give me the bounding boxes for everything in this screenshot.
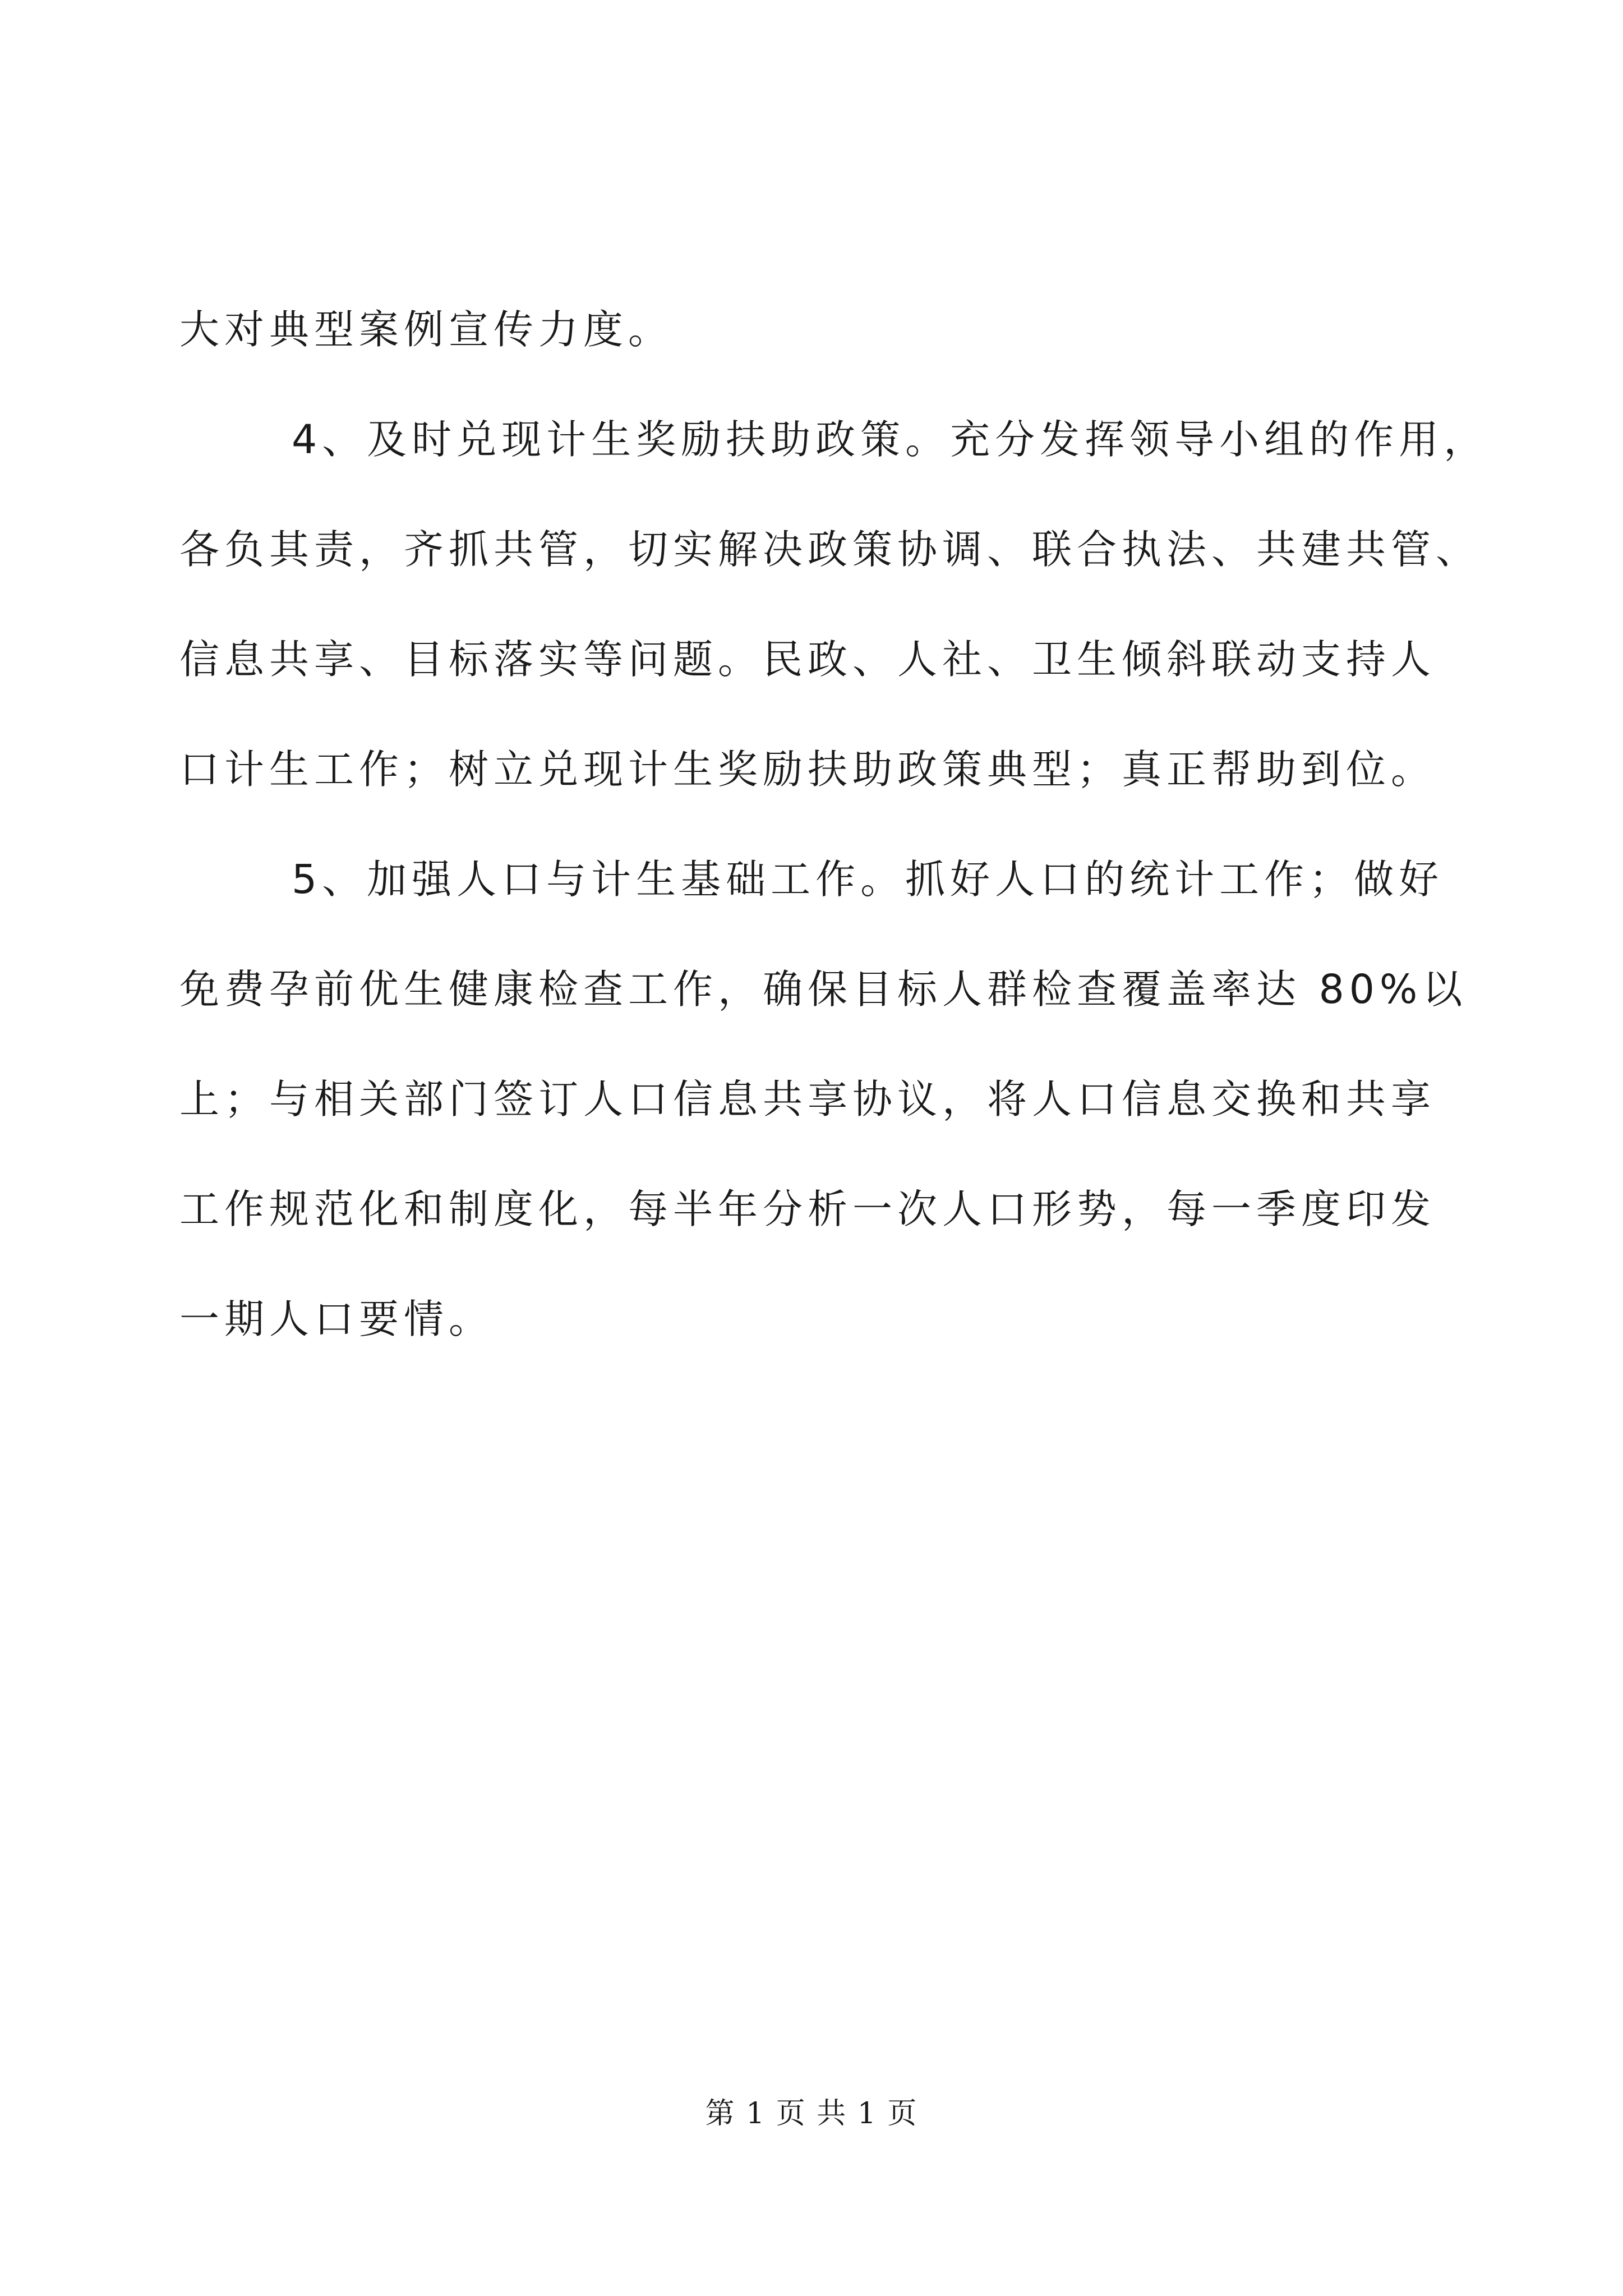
document-body xyxy=(179,275,1489,1374)
text-line: 信息共享、目标落实等问题。民政、人社、卫生倾斜联动支持人 xyxy=(179,636,1436,683)
text-line: 上；与相关部门签订人口信息共享协议，将人口信息交换和共享 xyxy=(179,1076,1436,1122)
paragraph-5-start: 5、加强人口与计生基础工作。抓好人口的统计工作；做好 xyxy=(292,856,1444,903)
page-footer: 第 1 页 共 1 页 xyxy=(705,2097,918,2131)
paragraph-4-start: 4、及时兑现计生奖励扶助政策。充分发挥领导小组的作用， xyxy=(292,416,1489,463)
text-line: 口计生工作；树立兑现计生奖励扶助政策典型；真正帮助到位。 xyxy=(179,746,1436,793)
text-line: 工作规范化和制度化，每半年分析一次人口形势，每一季度印发 xyxy=(179,1186,1436,1232)
text-line: 一期人口要情。 xyxy=(179,1296,494,1342)
text-line: 免费孕前优生健康检查工作，确保目标人群检查覆盖率达 80%以 xyxy=(179,966,1468,1013)
text-line: 大对典型案例宣传力度。 xyxy=(179,306,674,353)
text-line: 各负其责，齐抓共管，切实解决政策协调、联合执法、共建共管、 xyxy=(179,526,1481,573)
